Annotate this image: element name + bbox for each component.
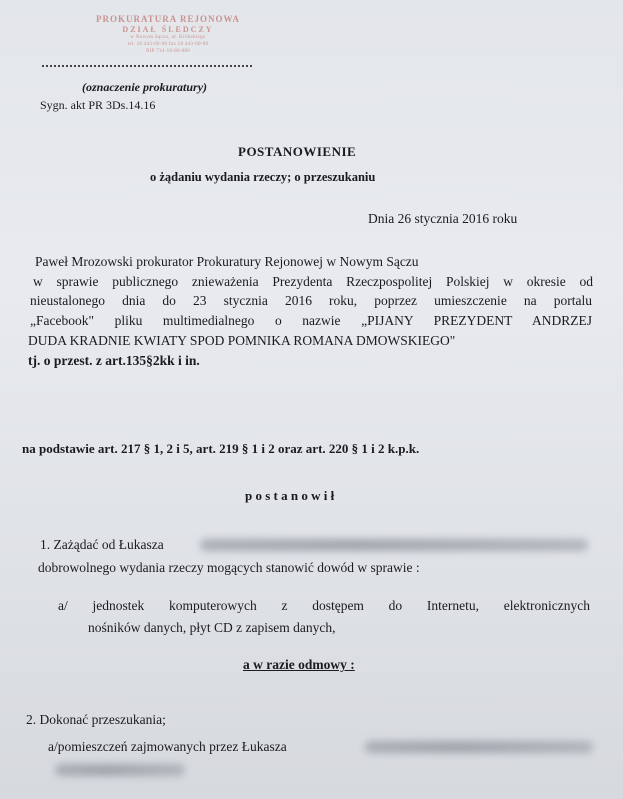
intro-line-3: nieustalonego dnia do 23 stycznia 2016 roku, poprzez umieszczenie na portalu — [30, 293, 592, 308]
case-number: Sygn. akt PR 3Ds.14.16 — [40, 98, 156, 112]
point-2-line-1: 2. Dokonać przeszukania; — [26, 712, 166, 727]
point-1-line-2: dobrowolnego wydania rzeczy mogących stanowić dowód w sprawie : — [38, 560, 420, 575]
document-subtitle: o żądaniu wydania rzeczy; o przeszukaniu — [150, 170, 376, 184]
intro-line-1: Paweł Mrozowski prokurator Prokuratury Rejonowej w Nowym Sączu — [35, 254, 419, 269]
document-date: Dnia 26 stycznia 2016 roku — [368, 211, 518, 226]
stamp-fine-1: w Nowym Sączu, ul. Kilińskiego — [130, 35, 206, 40]
point-1-line-1: 1. Zażądać od Łukasza — [40, 537, 164, 552]
point-1-sub-a-line-2: nośników danych, płyt CD z zapisem danych, — [88, 620, 336, 635]
legal-basis: na podstawie art. 217 § 1, 2 i 5, art. 219 § 1 i 2 oraz art. 220 § 1 i 2 k.p.k. — [22, 441, 420, 456]
redacted-address-1 — [365, 741, 593, 753]
prosecutor-label: (oznaczenie prokuratury) — [82, 80, 208, 94]
refusal-heading: a w razie odmowy : — [243, 657, 355, 672]
document-title: POSTANOWIENIE — [238, 144, 357, 159]
redacted-name-1 — [200, 539, 588, 551]
stamp-fine-2: tel. 18 443-00-00 fax 18 443-00-00 — [127, 42, 209, 47]
intro-line-5: DUDA KRADNIE KWIATY SPOD POMNIKA ROMANA DMOWSKIEGO" — [28, 333, 456, 348]
point-2-line-2: a/pomieszczeń zajmowanych przez Łukasza — [48, 739, 287, 754]
decided-heading: p o s t a n o w i ł — [245, 488, 335, 503]
stamp-line-2: DZIAŁ ŚLEDCZY — [122, 25, 214, 34]
intro-line-2: w sprawie publicznego znieważenia Prezydenta Rzeczpospolitej Polskiej w okresie od — [33, 274, 593, 289]
stamp-line-1: PROKURATURA REJONOWA — [95, 14, 241, 24]
intro-line-4: „Facebook" pliku multimedialnego o nazwie „PIJANY PREZYDENT ANDRZEJ — [30, 313, 592, 328]
stamp-dotted-line — [42, 65, 252, 67]
offense-article: tj. o przest. z art.135§2kk i in. — [28, 353, 200, 368]
redacted-address-2 — [55, 764, 185, 776]
stamp-fine-3: NIP 734-10-00-000 — [145, 49, 191, 54]
prosecutor-stamp — [88, 14, 248, 55]
point-1-sub-a-line-1: a/ jednostek komputerowych z dostępem do Internetu, elektronicznych — [58, 598, 590, 613]
